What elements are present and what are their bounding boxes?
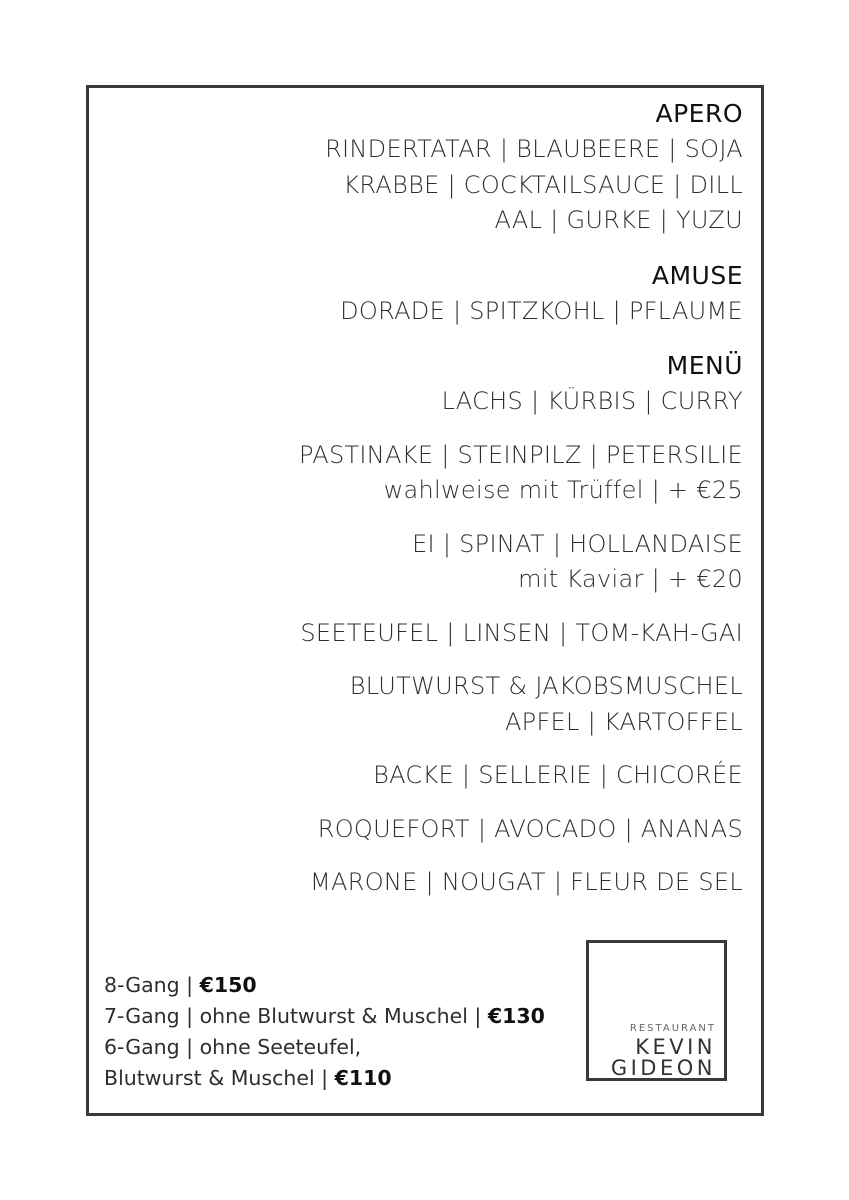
- logo-name-line1: KEVIN: [635, 1035, 716, 1059]
- amuse-title: AMUSE: [651, 260, 743, 290]
- pricing-line-8-gang: [104, 970, 545, 1001]
- pricing-label: 8-Gang |: [104, 973, 200, 997]
- apero-item: RINDERTATAR | BLAUBEERE | SOJA: [325, 135, 743, 163]
- pricing-line-7-gang: [104, 1001, 545, 1032]
- course-main: LACHS | KÜRBIS | CURRY: [441, 387, 743, 415]
- amuse-item: DORADE | SPITZKOHL | PFLAUME: [340, 296, 743, 325]
- apero-item: KRABBE | COCKTAILSAUCE | DILL: [343, 170, 743, 199]
- course-main: SEETEUFEL | LINSEN | TOM-KAH-GAI: [300, 618, 743, 647]
- course-extra: wahlweise mit Trüffel | + €25: [383, 476, 743, 504]
- pricing-price: €150: [199, 973, 257, 997]
- restaurant-logo: [586, 940, 727, 1081]
- logo-restaurant-text: RESTAURANT: [629, 1023, 716, 1034]
- pricing-label: Blutwurst & Muschel |: [104, 1066, 335, 1090]
- course-extra: APFEL | KARTOFFEL: [504, 707, 743, 736]
- course-main: ROQUEFORT | AVOCADO | ANANAS: [317, 814, 743, 843]
- pricing-price: €110: [334, 1066, 392, 1090]
- course-main: EI | SPINAT | HOLLANDAISE: [412, 529, 743, 558]
- pricing-line-6-gang: [104, 1032, 545, 1063]
- course-main: MARONE | NOUGAT | FLEUR DE SEL: [310, 868, 743, 896]
- course-main: PASTINAKE | STEINPILZ | PETERSILIE: [298, 440, 743, 469]
- pricing-info: [104, 970, 545, 1094]
- pricing-label: 6-Gang | ohne Seeteufel,: [104, 1035, 362, 1059]
- pricing-price: €130: [487, 1004, 545, 1028]
- course-main: BLUTWURST & JAKOBSMUSCHEL: [349, 672, 743, 700]
- logo-name-line2: GIDEON: [610, 1056, 716, 1080]
- apero-title: APERO: [655, 99, 743, 128]
- menu-content: [143, 96, 743, 901]
- menu-title: MENÜ: [666, 351, 743, 380]
- apero-item: AAL | GURKE | YUZU: [494, 206, 743, 234]
- pricing-line-6-gang-cont: [104, 1063, 545, 1094]
- course-extra: mit Kaviar | + €20: [518, 565, 743, 593]
- pricing-label: 7-Gang | ohne Blutwurst & Muschel |: [104, 1004, 488, 1028]
- course-main: BACKE | SELLERIE | CHICORÉE: [373, 761, 743, 789]
